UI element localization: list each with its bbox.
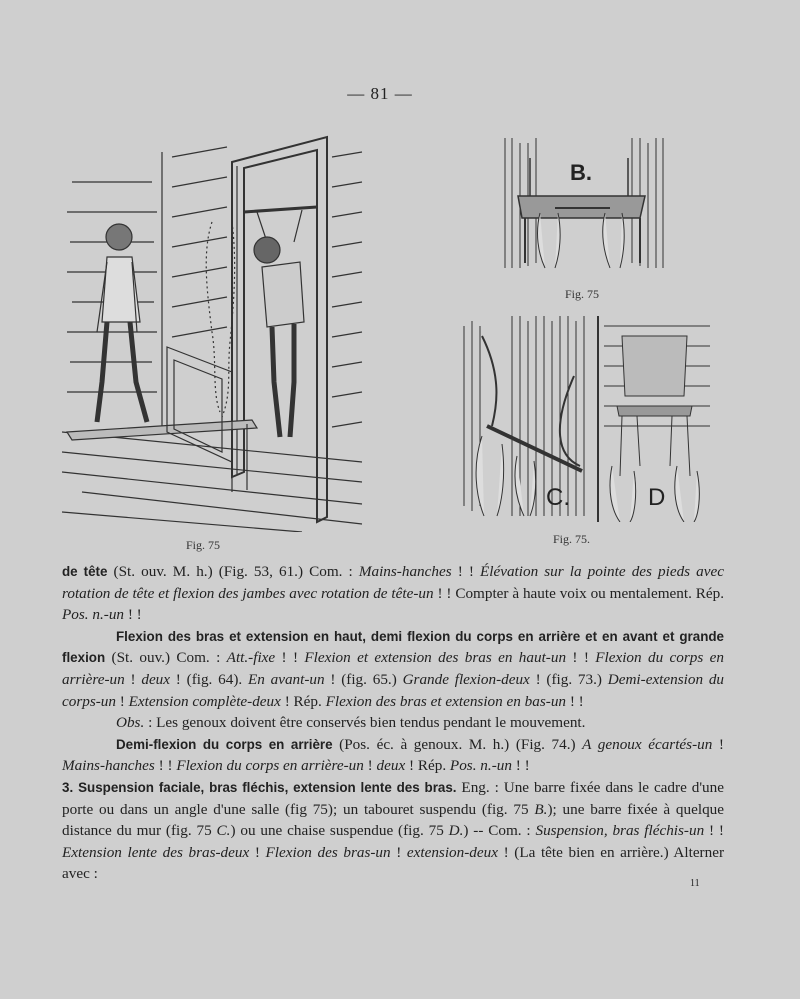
page-number: — 81 — — [347, 84, 413, 103]
figure-wall-bar-and-chair — [462, 316, 712, 522]
text-run: ) ou une chaise suspendue (fig. 75 — [230, 822, 449, 840]
text-run: ) -- Com. : — [463, 822, 536, 840]
caption-left: Fig. 75 — [186, 538, 221, 552]
text-run: ! (La tête bien en arrière.) Alterner avec : — [62, 843, 725, 883]
text-run: ! — [116, 692, 129, 710]
text-run: D. — [448, 822, 464, 840]
text-run: Demi-flexion du corps en arrière — [116, 736, 333, 752]
text-run: ! ! — [124, 606, 142, 624]
text-run: ! ! — [566, 692, 584, 710]
text-run: 3. — [62, 779, 74, 795]
text-run: : Les genoux doivent être conservés bien tendus pendant le mouvement. — [144, 714, 586, 732]
text-run: ! ! — [451, 563, 480, 580]
text-run: de tête — [62, 564, 108, 579]
text-run: B. — [534, 800, 548, 818]
text-run: Mains-hanches — [62, 757, 155, 775]
text-run: Obs. — [116, 714, 145, 732]
label-b: B. — [570, 160, 592, 185]
text-run: (St. ouv.) Com. : — [105, 649, 227, 667]
text-run: ! ! — [511, 757, 530, 775]
text-run: Flexion du corps en arrière-un — [176, 757, 364, 775]
text-run: ! Rép. — [405, 757, 450, 775]
caption-bottom-right: Fig. 75. — [553, 532, 591, 546]
paragraph — [62, 734, 724, 777]
paragraph — [62, 626, 724, 712]
text-run: ! (fig. 64). — [170, 670, 248, 688]
label-d: D — [648, 484, 666, 511]
text-run: A genoux écartés-un — [582, 735, 713, 753]
text-run: deux — [376, 757, 406, 775]
text-run: Eng. : Une barre fixée dans le cadre d'une porte ou dans un angle d'une salle (fig 75); un tabouret suspendu (fig. 75 — [62, 778, 724, 818]
text-run: Flexion des bras et extension en haut, demi flexion du corps en arrière et en avant et grande flexion — [62, 628, 724, 666]
text-run: ! — [363, 757, 377, 775]
caption-top-right: Fig. 75 — [565, 287, 600, 301]
text-run: Suspension faciale, bras fléchis, extension lente des bras. — [78, 779, 457, 795]
text-run: ! — [390, 843, 407, 861]
text-run: (Pos. éc. à genoux. M. h.) (Fig. 74.) — [332, 735, 583, 753]
text-run: deux — [141, 670, 171, 688]
paragraph — [62, 777, 724, 885]
text-run: Pos. n.-un — [449, 757, 512, 775]
text-run: ! ! — [566, 649, 596, 667]
text-run: Att.-fixe — [226, 649, 276, 667]
text-run: ); une barre fixée à quelque distance du mur (fig. 75 — [62, 800, 724, 840]
paragraph — [62, 561, 724, 626]
text-run: extension-deux — [406, 843, 498, 861]
text-run: ! Rép. — [280, 692, 326, 710]
text-run: Grande flexion-deux — [402, 670, 530, 688]
text-run: Pos. n.-un — [62, 606, 125, 624]
text-run: ! (fig. 65.) — [324, 670, 403, 688]
text-run: ! ! — [275, 649, 305, 667]
text-run: ! — [712, 735, 724, 753]
paragraph — [62, 712, 724, 734]
figure-suspended-stool — [500, 138, 668, 278]
text-run: Flexion du corps en arrière-un — [62, 649, 724, 688]
signature-mark: 11 — [690, 878, 700, 889]
text-run: Extension lente des bras-deux — [62, 843, 250, 861]
text-run: Extension complète-deux — [128, 692, 281, 710]
text-run: ! ! — [704, 822, 724, 840]
figure-doorway-suspension — [62, 132, 366, 532]
text-run: Mains-hanches — [358, 563, 452, 580]
text-run: ! (fig. 73.) — [529, 670, 608, 688]
body-text — [62, 561, 724, 885]
text-run: C. — [216, 822, 231, 840]
text-run: ! — [249, 843, 266, 861]
text-run: Suspension, bras fléchis-un — [535, 822, 705, 840]
text-run: ! — [124, 670, 142, 688]
text-run: Flexion des bras-un — [265, 843, 391, 861]
text-run: Flexion et extension des bras en haut-un — [304, 649, 567, 667]
text-run: Élévation sur la pointe des pieds avec rotation de tête et flexion des jambes avec rotation de tête-un — [62, 563, 724, 602]
text-run: (St. ouv. M. h.) (Fig. 53, 61.) Com. : — [107, 563, 359, 580]
text-run: Demi-extension du corps-un — [62, 670, 725, 710]
text-run: ! ! Compter à haute voix ou mentalement. Rép. — [433, 584, 724, 602]
text-run: ! ! — [154, 757, 177, 775]
text-run: En avant-un — [247, 670, 325, 688]
label-c: C. — [546, 484, 570, 511]
text-run: Flexion des bras et extension en bas-un — [325, 692, 567, 710]
